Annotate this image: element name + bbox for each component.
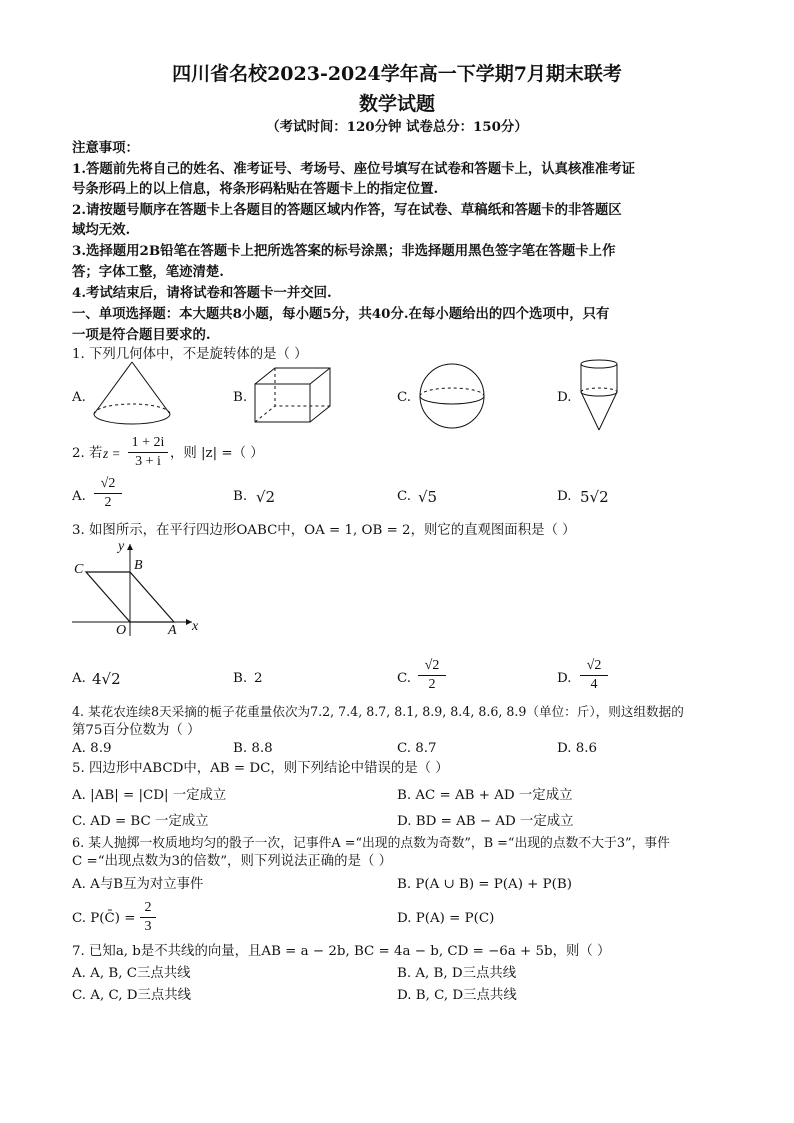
option: D. 8.6 xyxy=(557,741,598,756)
fraction xyxy=(140,900,156,935)
numerator: √2 xyxy=(424,658,440,673)
question-5-stem: 5. 四边形中ABCD中，AB = DC，则下列结论中错误的是（ ） xyxy=(72,761,449,776)
cuboid-figure xyxy=(253,366,333,426)
option-value: √2 xyxy=(256,488,276,506)
point-label-a: A xyxy=(168,623,177,638)
question-2-suffix: ，则 |z| =（ ） xyxy=(170,446,264,461)
option-label: A. xyxy=(72,671,86,686)
question-2-prefix: 2. 若 xyxy=(72,446,103,461)
option-label: C. xyxy=(397,390,412,405)
notice-heading: 注意事项： xyxy=(72,140,139,156)
option: B. P(A ∪ B) = P(A) + P(B) xyxy=(397,877,572,892)
option: C. P(C̄) = xyxy=(72,911,136,926)
option-value: 2 xyxy=(254,671,263,686)
question-1-stem: 1. 下列几何体中，不是旋转体的是（ ） xyxy=(72,347,308,362)
option: C. AD = BC 一定成立 xyxy=(72,814,209,829)
numerator: √2 xyxy=(100,476,116,491)
option: B. AC = AB + AD 一定成立 xyxy=(397,788,573,803)
notice-line: 2.请按题号顺序在答题卡上各题目的答题区域内作答，写在试卷、草稿纸和答题卡的非答题区 xyxy=(72,202,622,218)
option: C. A, C, D三点共线 xyxy=(72,988,192,1003)
point-label-c: C xyxy=(74,562,84,577)
question-6-line: 6. 某人抛掷一枚质地均匀的骰子一次，记事件A =“出现的点数为奇数”，B =“出现的点数不大于3”，事件 xyxy=(72,836,670,851)
option-label: C. xyxy=(397,671,412,686)
option-value: √5 xyxy=(418,488,438,506)
option: B. A, B, D三点共线 xyxy=(397,966,517,981)
denominator: 2 xyxy=(104,495,112,510)
option-label: A. xyxy=(72,489,86,504)
denominator: 4 xyxy=(590,677,598,692)
sphere-figure xyxy=(418,362,488,432)
subject-title: 数学试题 xyxy=(358,93,435,115)
question-7-stem: 7. 已知a, b是不共线的向量，且AB = a − 2b, BC = 4a − b, CD = −6a + 5b，则（ ） xyxy=(72,944,611,959)
option-value: 4√2 xyxy=(92,670,121,688)
notice-line: 4.考试结束后，请将试卷和答题卡一并交回. xyxy=(72,285,332,301)
denominator: 3 xyxy=(144,919,152,934)
option: D. P(A) = P(C) xyxy=(397,911,495,926)
notice-line: 号条形码上的以上信息，将条形码粘贴在答题卡上的指定位置. xyxy=(72,181,439,197)
denominator: 3 + i xyxy=(135,454,161,469)
option-label: D. xyxy=(557,390,572,405)
section-heading: 一项是符合题目要求的. xyxy=(72,327,211,343)
notice-line: 答；字体工整，笔迹清楚. xyxy=(72,264,224,280)
question-4-line: 4. 某花农连续8天采摘的栀子花重量依次为7.2, 7.4, 8.7, 8.1, 8.9, 8.4, 8.6, 8.9（单位：斤），则这组数据的 xyxy=(72,704,684,719)
option: D. B, C, D三点共线 xyxy=(397,988,517,1003)
option-label: B. xyxy=(233,390,248,405)
parallelogram-diagram xyxy=(70,540,210,640)
section-heading: 一、单项选择题：本大题共8小题，每小题5分，共40分.在每小题给出的四个选项中，只有 xyxy=(72,306,610,322)
notice-line: 3.选择题用2B铅笔在答题卡上把所选答案的标号涂黑；非选择题用黑色签字笔在答题卡上作 xyxy=(72,243,616,259)
question-6-line: C =“出现点数为3的倍数”，则下列说法正确的是（ ） xyxy=(72,854,393,869)
option-label: D. xyxy=(557,671,572,686)
option: A. |AB| = |CD| 一定成立 xyxy=(72,788,227,803)
option: A. 8.9 xyxy=(72,741,112,756)
option-label: D. xyxy=(557,489,572,504)
denominator: 2 xyxy=(428,677,436,692)
option-value: 5√2 xyxy=(580,488,609,506)
fraction xyxy=(580,658,608,693)
cylinder-cone-figure xyxy=(578,358,622,434)
axis-label-x: x xyxy=(192,619,199,634)
option: B. 8.8 xyxy=(233,741,273,756)
exam-info: （考试时间：120分钟 试卷总分：150分） xyxy=(266,119,528,135)
question-4-line: 第75百分位数为（ ） xyxy=(72,723,201,738)
fraction xyxy=(94,476,122,511)
numerator: √2 xyxy=(586,658,602,673)
question-3-stem: 3. 如图所示，在平行四边形OABC中，OA = 1, OB = 2，则它的直观图面积是（ ） xyxy=(72,523,576,538)
numerator: 2 xyxy=(144,900,152,915)
option-label: B. xyxy=(233,671,248,686)
exam-title: 四川省名校2023-2024学年高一下学期7月期末联考 xyxy=(172,63,622,85)
point-label-b: B xyxy=(134,558,143,573)
fraction xyxy=(418,658,446,693)
numerator: 1 + 2i xyxy=(131,435,165,450)
option-label: C. xyxy=(397,489,412,504)
fraction xyxy=(128,435,168,470)
cone-figure xyxy=(90,360,174,430)
variable-z: z = xyxy=(103,446,121,461)
option-label: A. xyxy=(72,390,86,405)
notice-line: 1.答题前先将自己的姓名、准考证号、考场号、座位号填写在试卷和答题卡上，认真核准准考证 xyxy=(72,161,635,177)
axis-label-y: y xyxy=(118,539,125,554)
option: C. 8.7 xyxy=(397,741,437,756)
option: A. A与B互为对立事件 xyxy=(72,877,204,892)
notice-line: 域均无效. xyxy=(72,222,131,238)
option: A. A, B, C三点共线 xyxy=(72,966,191,981)
option: D. BD = AB − AD 一定成立 xyxy=(397,814,574,829)
option-label: B. xyxy=(233,489,248,504)
point-label-o: O xyxy=(116,623,127,638)
